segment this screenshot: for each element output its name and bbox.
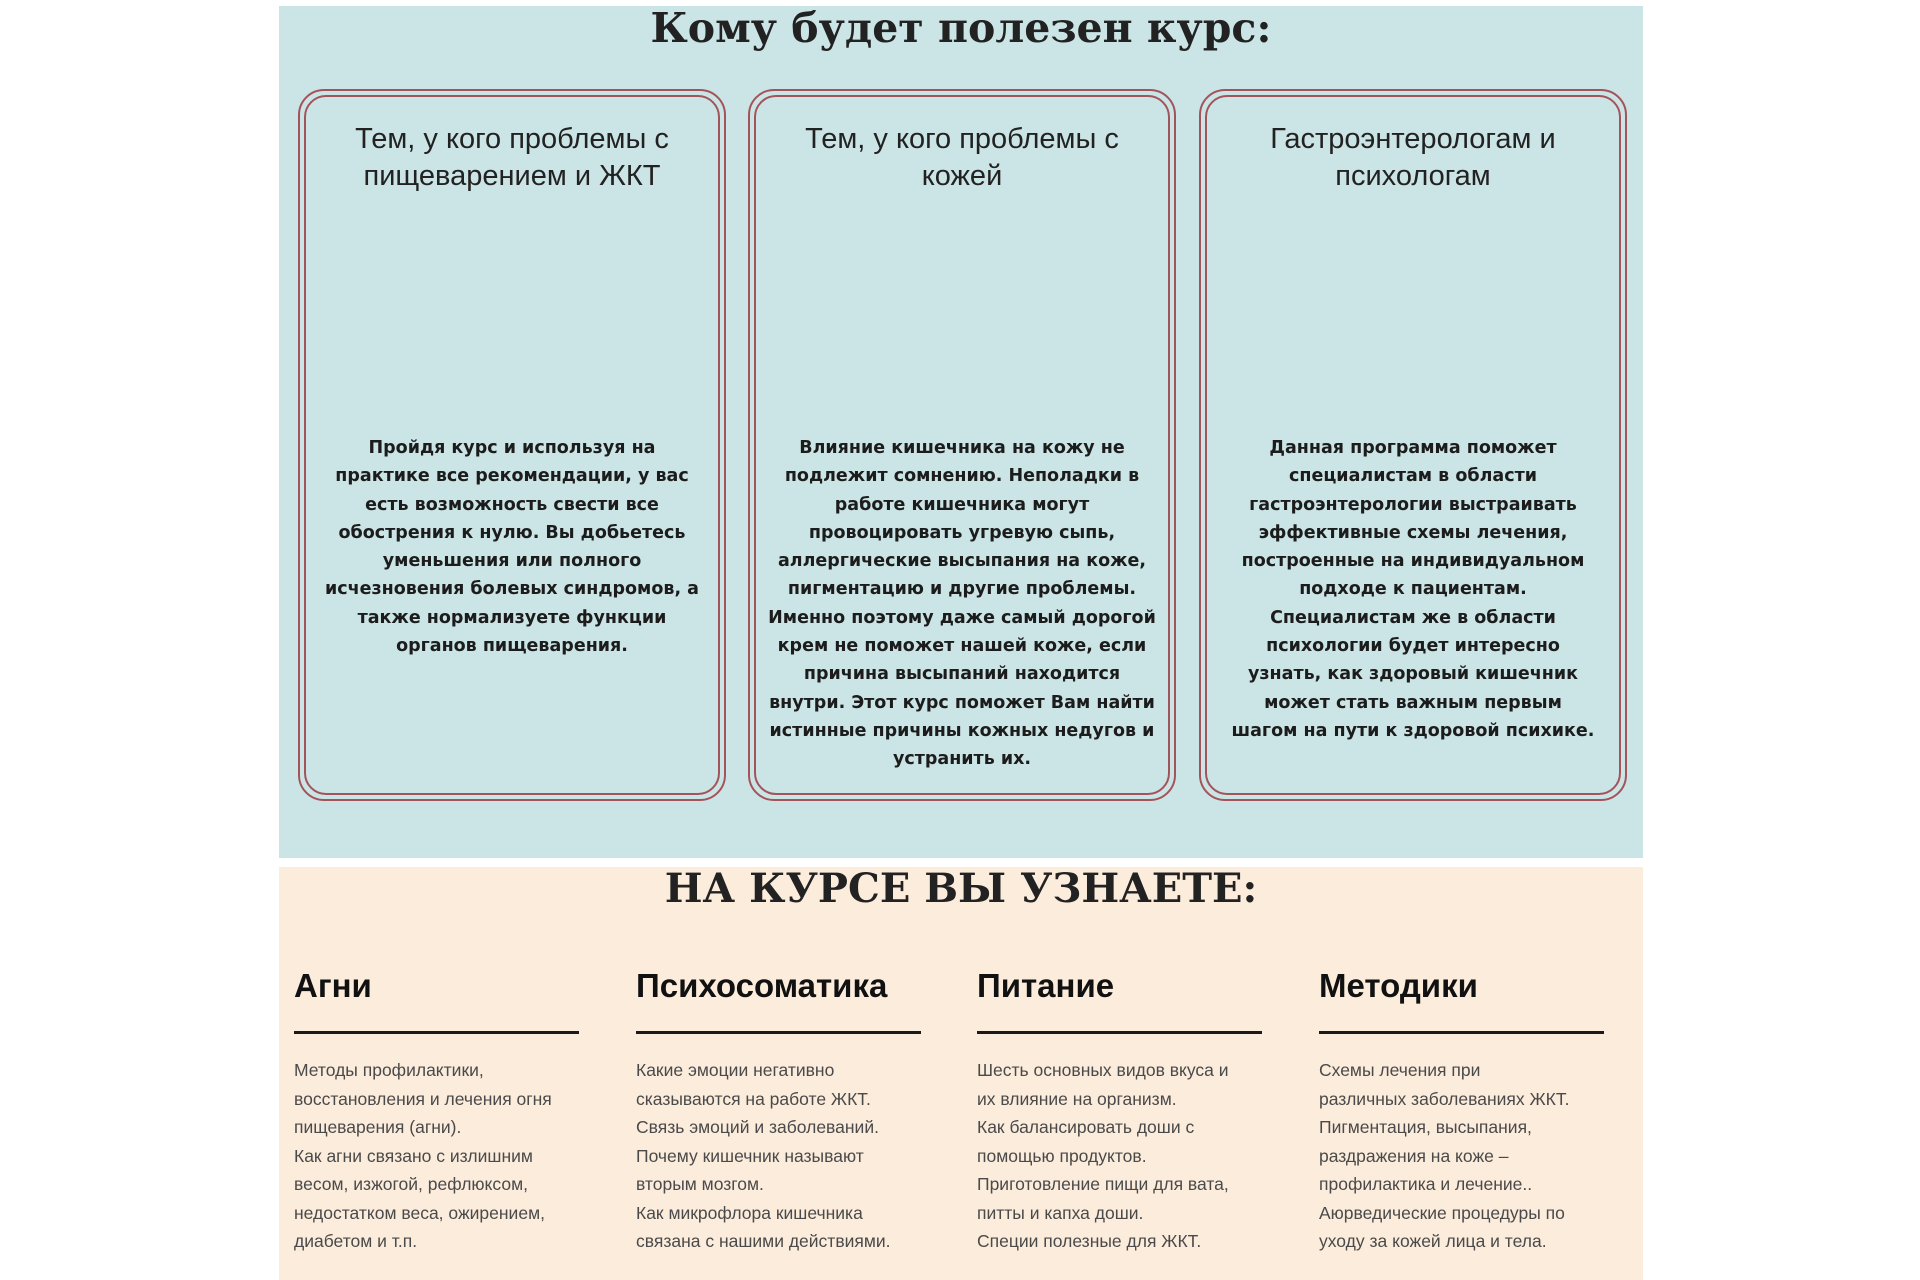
topic-line-text: пищеварения (агни). (294, 1117, 462, 1137)
topic-line-text: диабетом и т.п. (294, 1231, 418, 1251)
card-title: Тем, у кого проблемы с пищеварением и ЖКТ (355, 123, 669, 192)
topic-line-text: сказываются на работе ЖКТ. (636, 1088, 871, 1109)
topic-divider (1319, 1031, 1604, 1034)
topic-line-text: помощью продуктов. (977, 1145, 1147, 1166)
audience-card-digestion (298, 89, 726, 801)
topic-agni (294, 967, 579, 1256)
topic-line-text: Шесть основных видов вкуса и (977, 1060, 1229, 1080)
topic-line-text: восстановления и лечения огня (294, 1088, 552, 1109)
topic-line-text: Пигментация, высыпания, (1319, 1117, 1532, 1137)
topic-line-text: Как микрофлора кишечника (636, 1202, 863, 1223)
learn-section (279, 867, 1643, 1280)
topic-line-text: уходу за кожей лица и тела. (1319, 1231, 1547, 1251)
card-text: Пройдя курс и используя на практике все рекомендации, у вас есть возможность свести все обострения к нулю. Вы добьетесь уменьшения или полного исчезновения болевых синдромов, а также нормализуете функции органов пищеварения. (325, 438, 699, 657)
topic-nutrition (977, 967, 1262, 1256)
topic-line-text: Специи полезные для ЖКТ. (977, 1231, 1202, 1251)
topic-line-text: связана с нашими действиями. (636, 1231, 891, 1251)
topic-title: Агни (294, 967, 372, 1004)
topic-line-text: весом, изжогой, рефлюксом, (294, 1174, 528, 1194)
topic-title: Психосоматика (636, 967, 888, 1004)
topic-text (636, 1056, 921, 1256)
topic-line-text: Методы профилактики, (294, 1060, 484, 1080)
topic-psychosomatics (636, 967, 921, 1256)
topic-line-text: вторым мозгом. (636, 1174, 764, 1194)
topic-line-text: питты и капха доши. (977, 1202, 1144, 1223)
topic-line-text: их влияние на организм. (977, 1088, 1177, 1109)
topic-divider (636, 1031, 921, 1034)
card-title: Тем, у кого проблемы с кожей (805, 123, 1119, 192)
topic-line-text: Приготовление пищи для вата, (977, 1174, 1229, 1194)
topic-line-text: Почему кишечник называют (636, 1145, 864, 1166)
audience-section (279, 6, 1643, 858)
topic-divider (294, 1031, 579, 1034)
topic-text (294, 1056, 579, 1256)
audience-card-specialists (1199, 89, 1627, 801)
topic-line-text: раздражения на коже – (1319, 1145, 1509, 1166)
card-text: Влияние кишечника на кожу не подлежит сомнению. Неполадки в работе кишечника могут провоцировать угревую сыпь, аллергические высыпания на коже, пигментацию и другие проблемы. Именно поэтому даже самый дорогой крем не поможет нашей коже, если причина высыпаний находится внутри. Этот курс поможет Вам найти истинные причины кожных недугов и устранить их. (768, 438, 1156, 770)
audience-card-skin (748, 89, 1176, 801)
topic-line-text: Связь эмоций и заболеваний. (636, 1117, 879, 1137)
topic-text (1319, 1056, 1604, 1256)
topic-line-text: Схемы лечения при (1319, 1060, 1481, 1080)
topic-text (977, 1056, 1262, 1256)
topic-line-text: Какие эмоции негативно (636, 1060, 835, 1080)
topic-divider (977, 1031, 1262, 1034)
learn-section-title: НА КУРСЕ ВЫ УЗНАЕТЕ: (664, 865, 1258, 912)
topic-line-text: профилактика и лечение.. (1319, 1174, 1533, 1194)
topic-line-text: недостатком веса, ожирением, (294, 1202, 545, 1223)
card-title: Гастроэнтерологам и психологам (1270, 123, 1556, 192)
topic-title: Методики (1319, 967, 1478, 1004)
topic-line-text: Как агни связано с излишним (294, 1145, 533, 1166)
topic-line-text: различных заболеваниях ЖКТ. (1319, 1088, 1570, 1109)
audience-section-title: Кому будет полезен курс: (650, 4, 1272, 52)
topic-methods (1319, 967, 1604, 1256)
card-text: Данная программа поможет специалистам в области гастроэнтерологии выстраивать эффективные схемы лечения, построенные на индивидуальном подходе к пациентам. Специалистам же в области психологии будет интересно узнать, как здоровый кишечник может стать важным первым шагом на пути к здоровой психике. (1231, 438, 1595, 741)
topic-line-text: Как балансировать доши с (977, 1117, 1195, 1137)
topic-title: Питание (977, 967, 1115, 1004)
topic-line-text: Аюрведические процедуры по (1319, 1202, 1565, 1223)
